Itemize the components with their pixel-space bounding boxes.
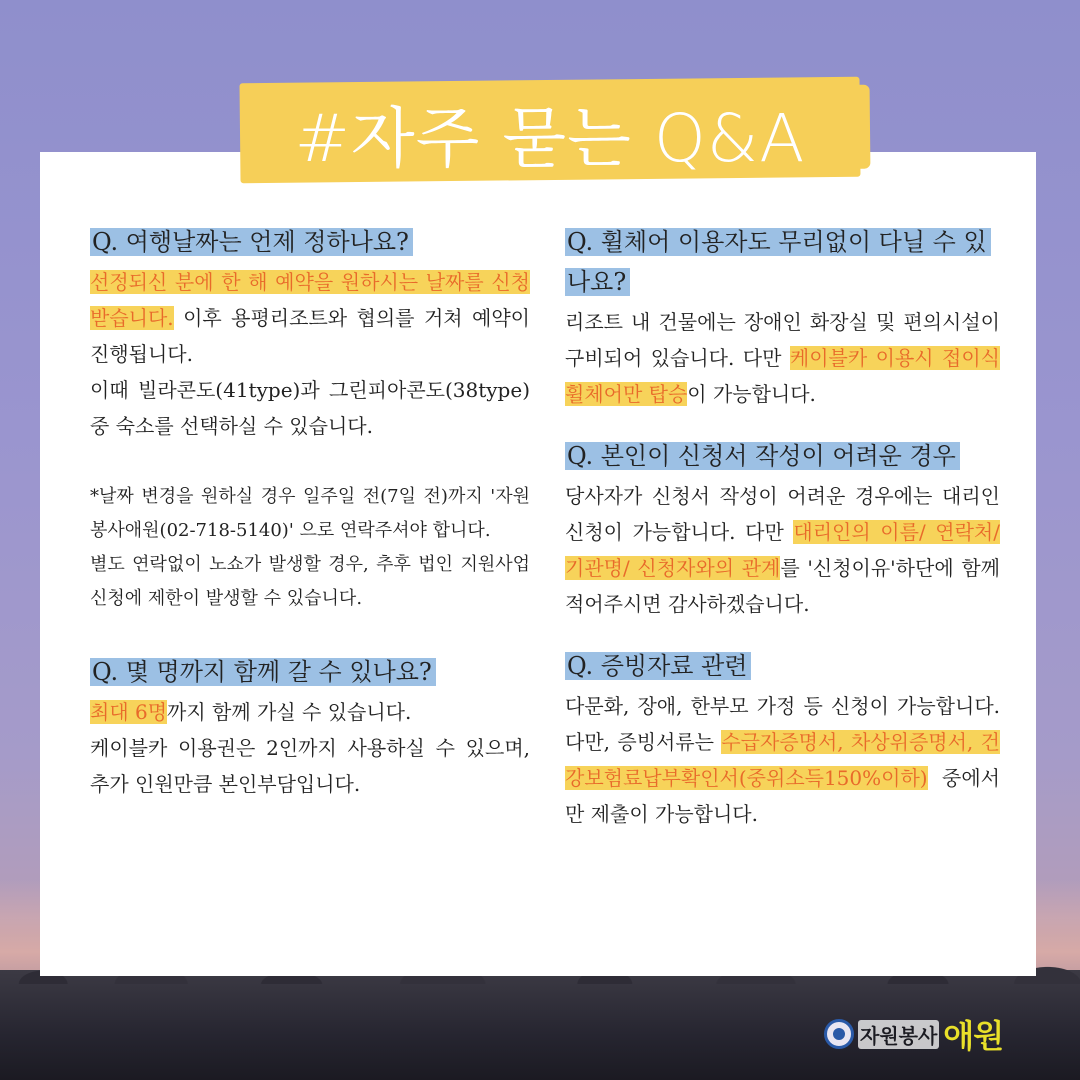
faq-item-group-size	[90, 652, 530, 692]
answer-documents	[565, 688, 1000, 832]
question-travel-date: Q. 여행날짜는 언제 정하나요?	[90, 228, 413, 256]
logo-wordmark: 애원	[943, 1017, 1004, 1055]
question-group-size: Q. 몇 명까지 함께 갈 수 있나요?	[90, 658, 436, 686]
answer-cable-car: 케이블카 이용권은 2인까지 사용하실 수 있으며, 추가 인원만큼 본인부담입니다.	[90, 736, 530, 796]
note-no-show: 별도 연락없이 노쇼가 발생할 경우, 추후 법인 지원사업 신청에 제한이 발생할 수 있습니다.	[90, 554, 530, 609]
answer-highlight: 수급자증명서, 차상위증명서, 건강보험료납부확인서(중위소득150%이하)	[565, 730, 1000, 790]
faq-item-travel-date	[90, 222, 530, 262]
answer-text: 당사자가 신청서 작성이 어려운 경우에는 대리인 신청이 가능합니다. 다만	[565, 484, 1000, 544]
answer-text: 중에서만 제출이 가능합니다.	[565, 766, 1000, 826]
answer-text: 까지 함께 가실 수 있습니다.	[167, 700, 412, 724]
brand-logo	[824, 1012, 1054, 1056]
page-title: #자주 묻는 Q&A	[294, 99, 806, 177]
answer-proxy	[565, 478, 1000, 622]
answer-text: 이 가능합니다.	[687, 382, 816, 406]
answer-room-type: 이때 빌라콘도(41type)과 그린피아콘도(38type) 중 숙소를 선택하실 수 있습니다.	[90, 378, 530, 438]
left-column	[90, 222, 530, 802]
note-date-change: *날짜 변경을 원하실 경우 일주일 전(7일 전)까지 '자원봉사애원(02-718-5140)' 으로 연락주셔야 합니다.	[90, 486, 530, 541]
answer-text: 를 '신청이유'하단에 함께 적어주시면 감사하겠습니다.	[565, 556, 1000, 616]
question-documents: Q. 증빙자료 관련	[565, 652, 751, 680]
answer-text: 이후 용평리조트와 협의를 거쳐 예약이 진행됩니다.	[90, 306, 530, 366]
logo-text: 자원봉사	[858, 1020, 939, 1049]
answer-text: 리조트 내 건물에는 장애인 화장실 및 편의시설이 구비되어 있습니다. 다만	[565, 310, 1000, 370]
answer-travel-date	[90, 264, 530, 372]
answer-wheelchair	[565, 304, 1000, 412]
question-wheelchair: Q. 휠체어 이용자도 무리없이 다닐 수 있나요?	[565, 228, 991, 296]
answer-highlight: 케이블카 이용시 접이식 휠체어만 탑승	[565, 346, 1000, 406]
answer-text: 다문화, 장애, 한부모 가정 등 신청이 가능합니다. 다만, 증빙서류는	[565, 694, 1000, 754]
answer-highlight: 선정되신 분에 한 해 예약을 원하시는 날짜를 신청받습니다.	[90, 270, 530, 330]
answer-group-size	[90, 694, 530, 730]
logo-mark-icon	[824, 1019, 854, 1049]
faq-item-documents	[565, 646, 1000, 686]
question-proxy: Q. 본인이 신청서 작성이 어려운 경우	[565, 442, 960, 470]
faq-item-wheelchair	[565, 222, 1000, 302]
right-column	[565, 222, 1000, 832]
answer-highlight: 최대 6명	[90, 700, 168, 724]
faq-item-proxy	[565, 436, 1000, 476]
answer-highlight: 대리인의 이름/ 연락처/ 기관명/ 신청자와의 관계	[565, 520, 1000, 580]
